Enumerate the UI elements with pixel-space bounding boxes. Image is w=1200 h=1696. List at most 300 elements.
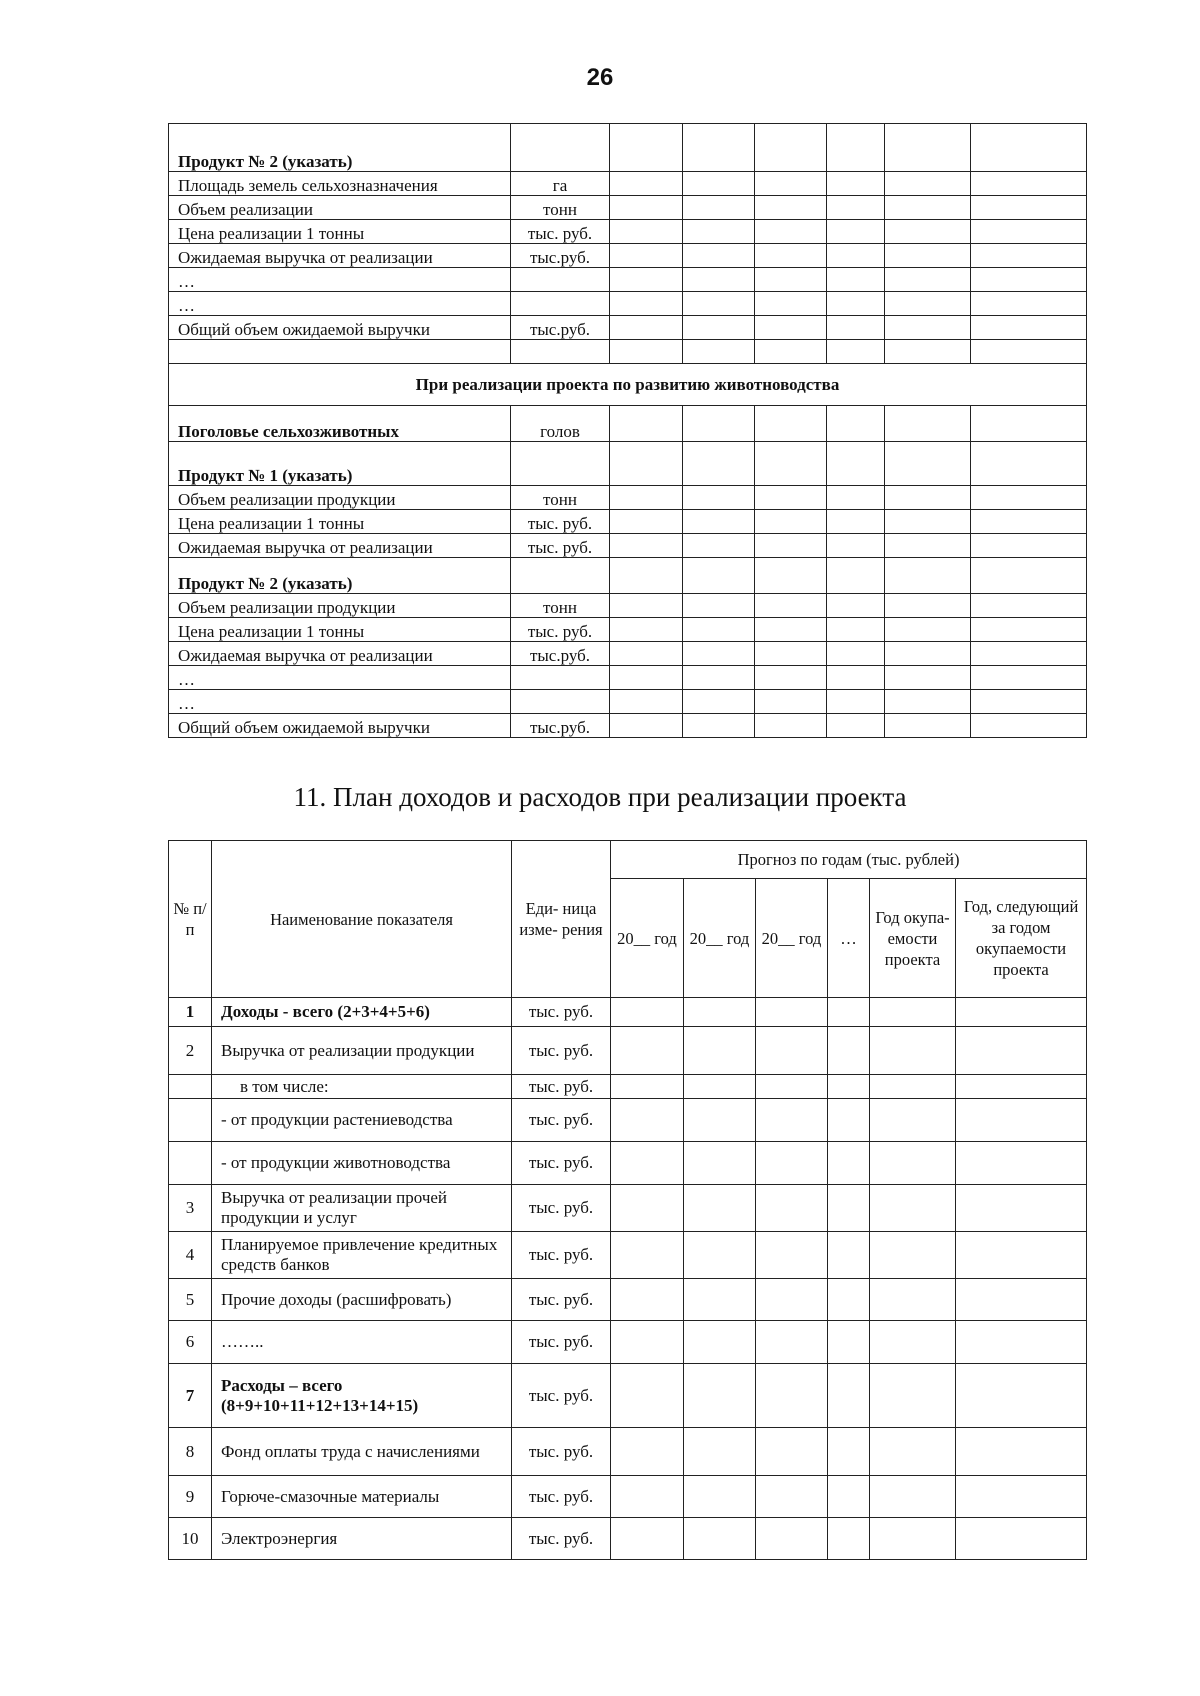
- value-cell: [828, 998, 870, 1027]
- row-number: [169, 1075, 212, 1099]
- table-row: [169, 714, 1087, 738]
- unit-cell: тыс. руб.: [512, 1364, 611, 1428]
- value-cell: [611, 1321, 684, 1364]
- value-cell: [828, 1279, 870, 1321]
- value-cell: [870, 1321, 956, 1364]
- unit-cell: [511, 340, 610, 364]
- value-cell: [756, 1279, 828, 1321]
- value-cell: [827, 244, 885, 268]
- value-cell: [828, 1321, 870, 1364]
- value-cell: [611, 1027, 684, 1075]
- header-year-3: 20__ год: [756, 879, 828, 998]
- table-row: [169, 340, 1087, 364]
- indicator-name: Выручка от реализации продукции: [212, 1027, 512, 1075]
- unit-cell: [511, 666, 610, 690]
- value-cell: [828, 1027, 870, 1075]
- value-cell: [885, 558, 971, 594]
- value-cell: [610, 124, 683, 172]
- value-cell: [610, 244, 683, 268]
- value-cell: [870, 1232, 956, 1279]
- header-number: № п/ п: [169, 841, 212, 998]
- value-cell: [611, 998, 684, 1027]
- unit-cell: тыс. руб.: [512, 1279, 611, 1321]
- value-cell: [684, 1518, 756, 1560]
- row-number: [169, 1142, 212, 1185]
- value-cell: [684, 1099, 756, 1142]
- value-cell: [755, 486, 827, 510]
- value-cell: [971, 690, 1087, 714]
- value-cell: [683, 268, 755, 292]
- value-cell: [870, 1142, 956, 1185]
- value-cell: [755, 340, 827, 364]
- value-cell: [610, 172, 683, 196]
- value-cell: [683, 292, 755, 316]
- unit-cell: [511, 558, 610, 594]
- value-cell: [611, 1476, 684, 1518]
- value-cell: [610, 594, 683, 618]
- value-cell: [827, 172, 885, 196]
- value-cell: [828, 1099, 870, 1142]
- value-cell: [885, 340, 971, 364]
- value-cell: [684, 998, 756, 1027]
- unit-cell: тыс. руб.: [512, 1027, 611, 1075]
- value-cell: [971, 124, 1087, 172]
- value-cell: [870, 1364, 956, 1428]
- value-cell: [684, 1027, 756, 1075]
- value-cell: [827, 558, 885, 594]
- table-row: [169, 1279, 1087, 1321]
- value-cell: [870, 1185, 956, 1232]
- value-cell: [971, 618, 1087, 642]
- value-cell: [885, 172, 971, 196]
- value-cell: [971, 442, 1087, 486]
- row-number: 9: [169, 1476, 212, 1518]
- unit-cell: голов: [511, 406, 610, 442]
- value-cell: [610, 486, 683, 510]
- value-cell: [971, 406, 1087, 442]
- row-label: Ожидаемая выручка от реализации: [169, 534, 511, 558]
- table-row: [169, 124, 1087, 172]
- table-row: [169, 486, 1087, 510]
- row-number: 3: [169, 1185, 212, 1232]
- header-next-year: Год, следующий за годом окупаемости проекта: [956, 879, 1087, 998]
- product-label: Продукт № 2 (указать): [169, 558, 511, 594]
- value-cell: [683, 558, 755, 594]
- value-cell: [756, 1075, 828, 1099]
- indicator-name: Расходы – всего (8+9+10+11+12+13+14+15): [212, 1364, 512, 1428]
- value-cell: [756, 1232, 828, 1279]
- unit-cell: тыс.руб.: [511, 316, 610, 340]
- value-cell: [956, 1099, 1087, 1142]
- value-cell: [611, 1099, 684, 1142]
- value-cell: [756, 1476, 828, 1518]
- value-cell: [971, 316, 1087, 340]
- row-number: 5: [169, 1279, 212, 1321]
- value-cell: [827, 220, 885, 244]
- value-cell: [870, 1099, 956, 1142]
- row-label: Общий объем ожидаемой выручки: [169, 714, 511, 738]
- unit-cell: [511, 124, 610, 172]
- value-cell: [885, 594, 971, 618]
- value-cell: [971, 268, 1087, 292]
- header-year-1: 20__ год: [611, 879, 684, 998]
- value-cell: [956, 1518, 1087, 1560]
- table-row: [169, 172, 1087, 196]
- unit-cell: тыс. руб.: [512, 1518, 611, 1560]
- value-cell: [956, 1279, 1087, 1321]
- value-cell: [755, 666, 827, 690]
- indicator-name: Фонд оплаты труда с начислениями: [212, 1428, 512, 1476]
- table-row: [169, 558, 1087, 594]
- value-cell: [755, 594, 827, 618]
- row-label: …: [169, 690, 511, 714]
- value-cell: [684, 1364, 756, 1428]
- unit-cell: [511, 292, 610, 316]
- indicator-name: - от продукции животноводства: [212, 1142, 512, 1185]
- value-cell: [755, 316, 827, 340]
- unit-cell: тыс. руб.: [512, 1075, 611, 1099]
- value-cell: [683, 406, 755, 442]
- value-cell: [684, 1279, 756, 1321]
- value-cell: [870, 1476, 956, 1518]
- row-label: …: [169, 292, 511, 316]
- row-number: 6: [169, 1321, 212, 1364]
- value-cell: [885, 510, 971, 534]
- value-cell: [755, 442, 827, 486]
- header-ellipsis: …: [828, 879, 870, 998]
- value-cell: [610, 268, 683, 292]
- table-row: [169, 1321, 1087, 1364]
- value-cell: [870, 1279, 956, 1321]
- row-label: …: [169, 666, 511, 690]
- value-cell: [885, 690, 971, 714]
- value-cell: [971, 172, 1087, 196]
- value-cell: [756, 998, 828, 1027]
- value-cell: [885, 642, 971, 666]
- section-title: 11. План доходов и расходов при реализации проекта: [293, 782, 907, 812]
- header-indicator-name: Наименование показателя: [212, 841, 512, 998]
- value-cell: [610, 292, 683, 316]
- value-cell: [755, 244, 827, 268]
- row-label: Цена реализации 1 тонны: [169, 510, 511, 534]
- value-cell: [756, 1027, 828, 1075]
- value-cell: [683, 442, 755, 486]
- row-number: 7: [169, 1364, 212, 1428]
- value-cell: [885, 534, 971, 558]
- value-cell: [756, 1099, 828, 1142]
- value-cell: [755, 220, 827, 244]
- value-cell: [827, 666, 885, 690]
- value-cell: [828, 1476, 870, 1518]
- table-row: [169, 534, 1087, 558]
- value-cell: [870, 1027, 956, 1075]
- value-cell: [683, 618, 755, 642]
- table-row: [169, 406, 1087, 442]
- table-row: [169, 1075, 1087, 1099]
- row-label: Ожидаемая выручка от реализации: [169, 642, 511, 666]
- row-label: …: [169, 268, 511, 292]
- value-cell: [971, 292, 1087, 316]
- value-cell: [611, 1185, 684, 1232]
- table-row: [169, 1142, 1087, 1185]
- value-cell: [827, 196, 885, 220]
- table-row: [169, 196, 1087, 220]
- value-cell: [956, 1364, 1087, 1428]
- unit-cell: тыс. руб.: [511, 510, 610, 534]
- unit-cell: тонн: [511, 196, 610, 220]
- row-number: [169, 1099, 212, 1142]
- row-label: Площадь земель сельхозназначения: [169, 172, 511, 196]
- unit-cell: тыс. руб.: [511, 618, 610, 642]
- value-cell: [870, 1075, 956, 1099]
- value-cell: [683, 196, 755, 220]
- unit-cell: [511, 268, 610, 292]
- value-cell: [827, 292, 885, 316]
- value-cell: [755, 558, 827, 594]
- value-cell: [755, 268, 827, 292]
- value-cell: [827, 642, 885, 666]
- unit-cell: тыс. руб.: [512, 1428, 611, 1476]
- value-cell: [827, 486, 885, 510]
- value-cell: [828, 1185, 870, 1232]
- value-cell: [885, 486, 971, 510]
- unit-cell: тыс.руб.: [511, 244, 610, 268]
- value-cell: [827, 690, 885, 714]
- value-cell: [684, 1428, 756, 1476]
- value-cell: [684, 1142, 756, 1185]
- value-cell: [971, 594, 1087, 618]
- value-cell: [885, 244, 971, 268]
- header-payback-year: Год окупа- емости проекта: [870, 879, 956, 998]
- value-cell: [956, 998, 1087, 1027]
- row-label: Объем реализации продукции: [169, 486, 511, 510]
- value-cell: [971, 196, 1087, 220]
- value-cell: [756, 1518, 828, 1560]
- value-cell: [684, 1075, 756, 1099]
- value-cell: [611, 1518, 684, 1560]
- unit-cell: тыс. руб.: [511, 534, 610, 558]
- value-cell: [971, 714, 1087, 738]
- value-cell: [610, 196, 683, 220]
- value-cell: [827, 442, 885, 486]
- value-cell: [971, 534, 1087, 558]
- table-row: [169, 442, 1087, 486]
- row-label: Общий объем ожидаемой выручки: [169, 316, 511, 340]
- value-cell: [684, 1321, 756, 1364]
- value-cell: [611, 1142, 684, 1185]
- value-cell: [828, 1428, 870, 1476]
- unit-cell: тыс. руб.: [511, 220, 610, 244]
- unit-cell: тыс.руб.: [511, 642, 610, 666]
- value-cell: [610, 316, 683, 340]
- value-cell: [683, 642, 755, 666]
- value-cell: [755, 642, 827, 666]
- value-cell: [885, 124, 971, 172]
- value-cell: [956, 1428, 1087, 1476]
- value-cell: [956, 1232, 1087, 1279]
- value-cell: [828, 1518, 870, 1560]
- value-cell: [683, 340, 755, 364]
- value-cell: [827, 340, 885, 364]
- table-row: [169, 1232, 1087, 1279]
- value-cell: [610, 714, 683, 738]
- product-label: Продукт № 1 (указать): [169, 442, 511, 486]
- value-cell: [611, 1364, 684, 1428]
- unit-cell: [511, 442, 610, 486]
- table-row: [169, 1027, 1087, 1075]
- unit-cell: тыс. руб.: [512, 1476, 611, 1518]
- table-row: [169, 220, 1087, 244]
- table-row: [169, 998, 1087, 1027]
- unit-cell: тыс. руб.: [512, 998, 611, 1027]
- value-cell: [755, 690, 827, 714]
- value-cell: [971, 244, 1087, 268]
- value-cell: [683, 244, 755, 268]
- value-cell: [828, 1142, 870, 1185]
- table-row: [169, 1476, 1087, 1518]
- indicator-name: Прочие доходы (расшифровать): [212, 1279, 512, 1321]
- unit-cell: [511, 690, 610, 714]
- value-cell: [756, 1185, 828, 1232]
- value-cell: [610, 690, 683, 714]
- value-cell: [885, 666, 971, 690]
- indicator-name: Электроэнергия: [212, 1518, 512, 1560]
- row-number: 1: [169, 998, 212, 1027]
- value-cell: [827, 316, 885, 340]
- table-row: [169, 1185, 1087, 1232]
- value-cell: [828, 1364, 870, 1428]
- value-cell: [885, 406, 971, 442]
- header-forecast: Прогноз по годам (тыс. рублей): [611, 841, 1087, 879]
- value-cell: [755, 510, 827, 534]
- value-cell: [827, 268, 885, 292]
- value-cell: [870, 1428, 956, 1476]
- table-row: [169, 666, 1087, 690]
- table-row: [169, 510, 1087, 534]
- table-row: [169, 316, 1087, 340]
- livestock-revenue-table: [168, 123, 1087, 738]
- indicator-name: Доходы - всего (2+3+4+5+6): [212, 998, 512, 1027]
- value-cell: [683, 714, 755, 738]
- value-cell: [755, 124, 827, 172]
- value-cell: [885, 196, 971, 220]
- value-cell: [683, 534, 755, 558]
- row-number: 10: [169, 1518, 212, 1560]
- value-cell: [971, 666, 1087, 690]
- value-cell: [870, 1518, 956, 1560]
- header-unit: Еди- ница изме- рения: [512, 841, 611, 998]
- value-cell: [956, 1142, 1087, 1185]
- value-cell: [683, 594, 755, 618]
- unit-cell: тонн: [511, 594, 610, 618]
- value-cell: [827, 124, 885, 172]
- indicator-name: Планируемое привлечение кредитных средств банков: [212, 1232, 512, 1279]
- value-cell: [885, 268, 971, 292]
- value-cell: [683, 666, 755, 690]
- value-cell: [611, 1279, 684, 1321]
- indicator-name: - от продукции растениеводства: [212, 1099, 512, 1142]
- table-row: [169, 364, 1087, 406]
- value-cell: [610, 340, 683, 364]
- value-cell: [755, 172, 827, 196]
- row-label: Цена реализации 1 тонны: [169, 618, 511, 642]
- unit-cell: тыс.руб.: [511, 714, 610, 738]
- value-cell: [870, 998, 956, 1027]
- value-cell: [756, 1321, 828, 1364]
- value-cell: [971, 642, 1087, 666]
- value-cell: [610, 442, 683, 486]
- row-number: 4: [169, 1232, 212, 1279]
- row-number: 8: [169, 1428, 212, 1476]
- value-cell: [755, 618, 827, 642]
- table-row: [169, 618, 1087, 642]
- value-cell: [885, 442, 971, 486]
- value-cell: [755, 196, 827, 220]
- table-row: [169, 268, 1087, 292]
- product-label: Поголовье сельхозживотных: [169, 406, 511, 442]
- value-cell: [683, 316, 755, 340]
- table-row: [169, 1364, 1087, 1428]
- value-cell: [756, 1428, 828, 1476]
- unit-cell: тыс. руб.: [512, 1142, 611, 1185]
- value-cell: [956, 1321, 1087, 1364]
- value-cell: [755, 406, 827, 442]
- value-cell: [971, 340, 1087, 364]
- value-cell: [828, 1075, 870, 1099]
- value-cell: [827, 406, 885, 442]
- value-cell: [610, 534, 683, 558]
- value-cell: [885, 220, 971, 244]
- unit-cell: тонн: [511, 486, 610, 510]
- value-cell: [684, 1185, 756, 1232]
- value-cell: [971, 486, 1087, 510]
- value-cell: [611, 1075, 684, 1099]
- value-cell: [885, 714, 971, 738]
- value-cell: [610, 618, 683, 642]
- value-cell: [971, 510, 1087, 534]
- header-year-2: 20__ год: [684, 879, 756, 998]
- value-cell: [956, 1476, 1087, 1518]
- table-row: [169, 1099, 1087, 1142]
- row-label: [169, 340, 511, 364]
- value-cell: [971, 558, 1087, 594]
- value-cell: [610, 642, 683, 666]
- table-row: [169, 642, 1087, 666]
- row-label: Объем реализации: [169, 196, 511, 220]
- row-label: Ожидаемая выручка от реализации: [169, 244, 511, 268]
- table-row: [169, 244, 1087, 268]
- value-cell: [683, 220, 755, 244]
- indicator-name: Выручка от реализации прочей продукции и услуг: [212, 1185, 512, 1232]
- table-row: [169, 1518, 1087, 1560]
- row-label: Цена реализации 1 тонны: [169, 220, 511, 244]
- value-cell: [827, 594, 885, 618]
- value-cell: [885, 292, 971, 316]
- table-row: [169, 292, 1087, 316]
- value-cell: [683, 486, 755, 510]
- table-row: [169, 594, 1087, 618]
- unit-cell: тыс. руб.: [512, 1232, 611, 1279]
- value-cell: [756, 1142, 828, 1185]
- income-expense-plan-table: [168, 840, 1087, 1560]
- value-cell: [885, 618, 971, 642]
- unit-cell: га: [511, 172, 610, 196]
- value-cell: [827, 714, 885, 738]
- value-cell: [956, 1075, 1087, 1099]
- value-cell: [610, 406, 683, 442]
- value-cell: [828, 1232, 870, 1279]
- row-label: Объем реализации продукции: [169, 594, 511, 618]
